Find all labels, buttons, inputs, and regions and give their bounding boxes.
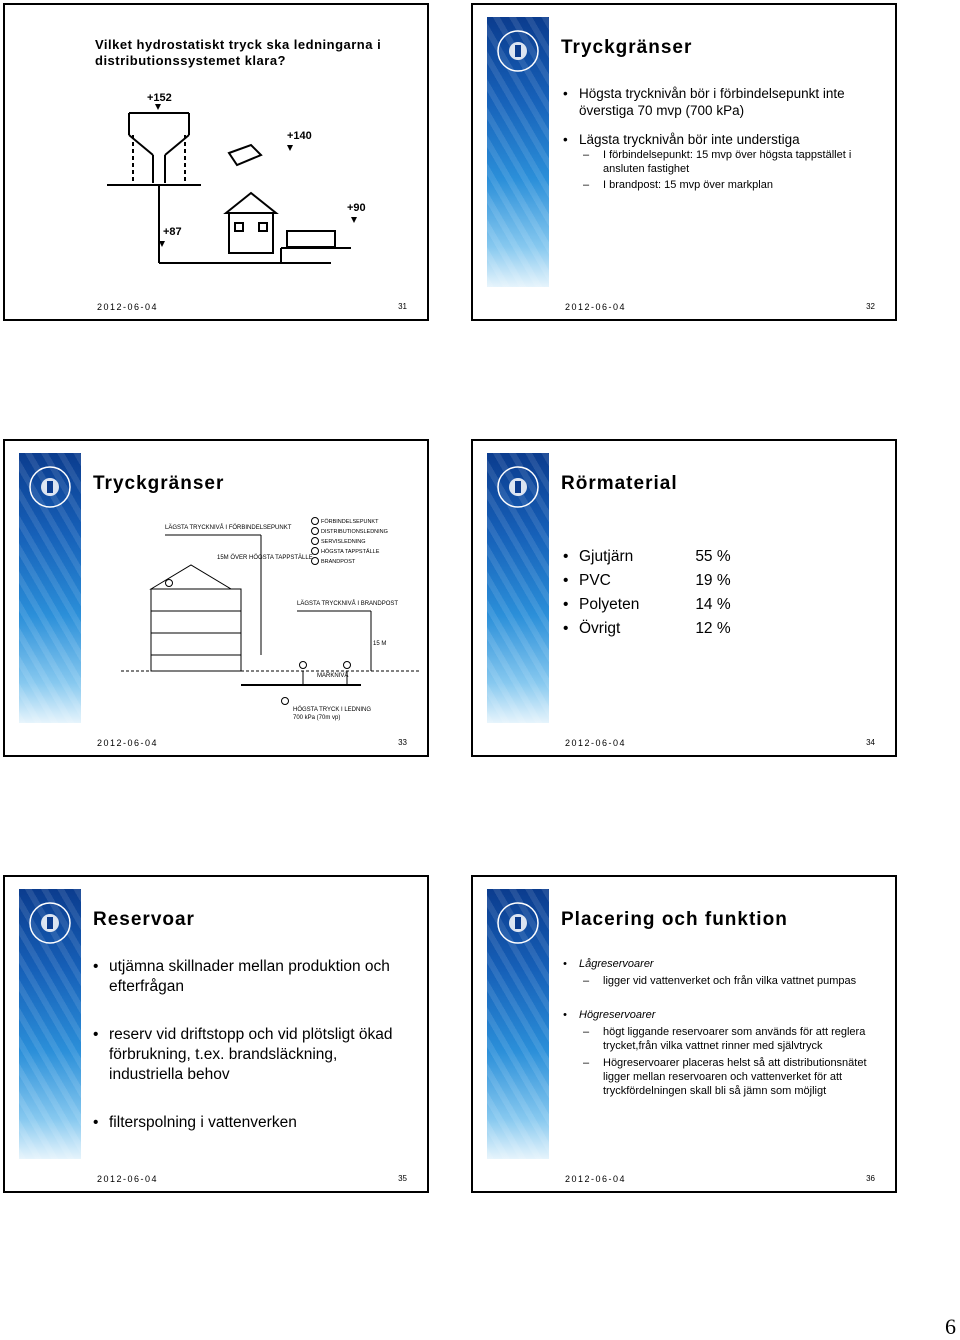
material-name: PVC xyxy=(579,572,611,589)
pressure-limits-diagram xyxy=(121,515,421,725)
sub-bullet-hydrant: – I brandpost: 15 mvp över markplan xyxy=(563,178,881,192)
slide-date: 2012-06-04 xyxy=(565,1174,627,1184)
legend-item-5: BRANDPOST xyxy=(321,559,356,565)
bullet-equalize: • utjämna skillnader mellan produktion och efterfrågan xyxy=(93,957,413,997)
slide-date: 2012-06-04 xyxy=(565,738,627,748)
label-140: +140 xyxy=(287,130,312,142)
label-87: +87 xyxy=(163,226,182,238)
umea-university-seal-icon xyxy=(487,455,549,519)
diagram-label-max-pressure: HÖGSTA TRYCK I LEDNING xyxy=(293,707,372,713)
slide-34 xyxy=(471,439,897,757)
material-percent: 55 % xyxy=(695,548,731,565)
slide-36 xyxy=(471,875,897,1193)
umea-university-seal-icon xyxy=(19,455,81,519)
slide-number: 35 xyxy=(398,1174,407,1183)
material-percent: 12 % xyxy=(695,620,731,637)
slide-content xyxy=(563,957,881,1098)
material-row: • Polyeten 14 % xyxy=(563,593,881,617)
bullet-high-reservoirs: • Högreservoarer xyxy=(563,1008,881,1022)
material-row: • Gjutjärn 55 % xyxy=(563,545,881,569)
slide-content xyxy=(563,85,881,192)
slide-number: 34 xyxy=(866,738,875,747)
slide-32 xyxy=(471,3,897,321)
slide-content xyxy=(93,957,413,1133)
bullet-highest-pressure: • Högsta trycknivån bör i förbindelsepunkt inte överstiga 70 mvp (700 kPa) xyxy=(563,85,881,119)
slide-number: 32 xyxy=(866,302,875,311)
umea-university-seal-icon xyxy=(19,891,81,955)
diagram-label-low-hydrant: LÄGSTA TRYCKNIVÅ I BRANDPOST xyxy=(297,601,399,607)
diagram-label-max-pressure-value: 700 kPa (70m vp) xyxy=(293,715,341,721)
slide-number: 33 xyxy=(398,738,407,747)
slide-date: 2012-06-04 xyxy=(97,1174,159,1184)
material-list xyxy=(563,545,881,641)
slide-title: Vilket hydrostatiskt tryck ska ledningarna i distributionssystemet klara? xyxy=(95,37,382,68)
water-tower-sketch xyxy=(101,83,411,273)
label-90: +90 xyxy=(347,202,366,214)
legend-item-3: SERVISLEDNING xyxy=(321,539,366,545)
bullet-filter-flushing: • filterspolning i vattenverken xyxy=(93,1113,413,1133)
material-row: • PVC 19 % xyxy=(563,569,881,593)
bullet-low-reservoirs: • Lågreservoarer xyxy=(563,957,881,971)
slide-title: Tryckgränser xyxy=(561,37,693,58)
slide-date: 2012-06-04 xyxy=(565,302,627,312)
material-row: • Övrigt 12 % xyxy=(563,617,881,641)
sub-bullet-connection-point: – I förbindelsepunkt: 15 mvp över högsta tappstället i ansluten fastighet xyxy=(563,148,881,176)
slide-number: 36 xyxy=(866,1174,875,1183)
slide-33 xyxy=(3,439,429,757)
bullet-lowest-pressure: • Lägsta trycknivån bör inte understiga xyxy=(563,131,881,148)
slide-date: 2012-06-04 xyxy=(97,738,159,748)
bullet-reserve: • reserv vid driftstopp och vid plötsligt ökad förbrukning, t.ex. brandsläckning, industriella behov xyxy=(93,1025,413,1085)
legend-item-2: DISTRIBUTIONSLEDNING xyxy=(321,529,388,535)
sub-bullet-low-reservoirs: – ligger vid vattenverket och från vilka vattnet pumpas xyxy=(563,974,881,988)
diagram-label-ground: MARKNIVÅ xyxy=(317,673,349,679)
diagram-label-15m: 15 M xyxy=(373,641,387,647)
slide-number: 31 xyxy=(398,302,407,311)
umea-university-seal-icon xyxy=(487,19,549,83)
material-name: Polyeten xyxy=(579,596,640,613)
diagram-label-above-tap: 15M ÖVER HÖGSTA TAPPSTÄLLE xyxy=(217,555,313,561)
slide-title: Reservoar xyxy=(93,909,195,930)
slide-title: Placering och funktion xyxy=(561,909,788,930)
page-number: 6 xyxy=(945,1314,956,1339)
label-152: +152 xyxy=(147,92,172,104)
slide-date: 2012-06-04 xyxy=(97,302,159,312)
slide-title: Rörmaterial xyxy=(561,473,678,494)
material-percent: 19 % xyxy=(695,572,731,589)
legend-item-4: HÖGSTA TAPPSTÄLLE xyxy=(321,549,380,555)
legend-item-1: FÖRBINDELSEPUNKT xyxy=(321,519,379,525)
slide-title: Tryckgränser xyxy=(93,473,225,494)
material-percent: 14 % xyxy=(695,596,731,613)
slide-35 xyxy=(3,875,429,1193)
material-name: Övrigt xyxy=(579,620,621,637)
umea-university-seal-icon xyxy=(487,891,549,955)
sub-bullet-high-reservoirs-placement: – Högreservoarer placeras helst så att distributionsnätet ligger mellan reservoaren och vattenverket för att tryckfördelningen skall bli så jämn som möjligt xyxy=(563,1056,881,1098)
diagram-label-low-connection: LÄGSTA TRYCKNIVÅ I FÖRBINDELSEPUNKT xyxy=(165,525,292,531)
material-name: Gjutjärn xyxy=(579,548,634,565)
sub-bullet-high-reservoirs-function: – högt liggande reservoarer som används för att reglera trycket,från vilka vattnet rinner med självtryck xyxy=(563,1025,881,1053)
slide-31 xyxy=(3,3,429,321)
